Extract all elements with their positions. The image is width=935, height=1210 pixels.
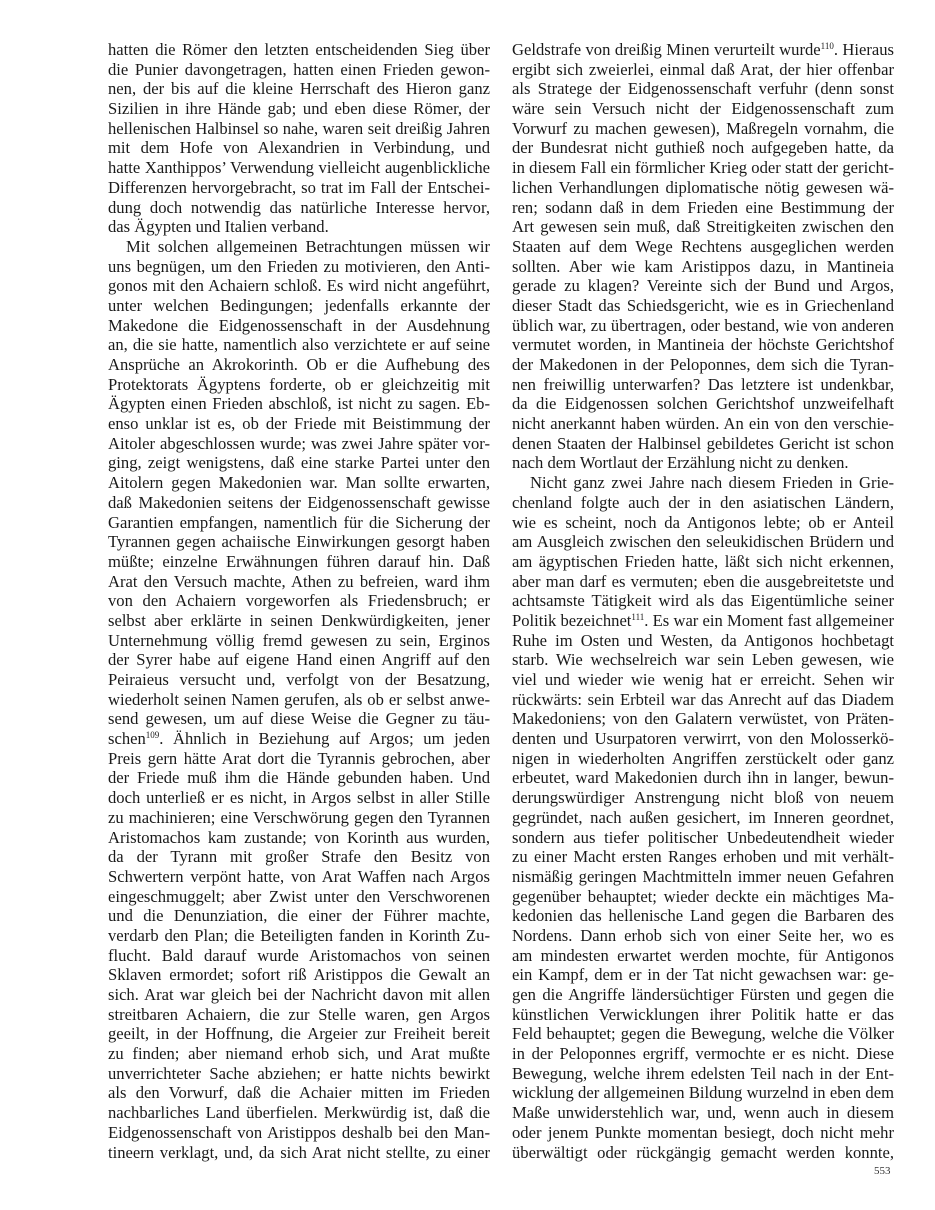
text-line: in diesem Fall ein förmlicher Krieg oder statt der gericht- bbox=[512, 158, 894, 178]
text-line: Nordens. Dann erhob sich von einer Seite her, wo es bbox=[512, 925, 894, 945]
text-line: wicklung der allgemeinen Bildung wurzelnd in eben dem bbox=[512, 1083, 894, 1103]
text-line: selbst aber erklärte in seinen Denkwürdigkeiten, jener bbox=[108, 610, 490, 630]
text-line: Aitoler abgeschlossen wurde; was zwei Jahre später vor- bbox=[108, 433, 490, 453]
footnote-ref-110: 110 bbox=[820, 41, 834, 51]
text-line: oder jenem Punkte momentan besiegt, doch nicht mehr bbox=[512, 1122, 894, 1142]
text-line: am mindesten erwartet werden mochte, für Antigonos bbox=[512, 945, 894, 965]
text-line-with-footnote: Politik bezeichnet$^{111}$. Es war ein Moment fast allgemeiner bbox=[512, 610, 894, 630]
text-line: Schwertern verpönt hatte, von Arat Waffen nach Argos bbox=[108, 866, 490, 886]
text-line: nicht anerkannt haben würden. An ein von den verschie- bbox=[512, 414, 894, 434]
text-line: hatten die Römer den letzten entscheidenden Sieg über bbox=[108, 40, 490, 59]
footnote-ref-109: 109 bbox=[145, 730, 160, 741]
text-line: nach dem Wortlaut der Erzählung nicht zu denken. bbox=[512, 453, 849, 473]
text-line: Preis gern hätte Arat dort die Tyrannis gebrochen, aber bbox=[108, 748, 490, 768]
line-prefix: schen bbox=[108, 729, 146, 749]
text-line: wäre sein Versuch nicht der Eidgenossenschaft zum bbox=[512, 99, 894, 119]
text-line: Eidgenossenschaft von Aristippos deshalb bei den Man- bbox=[108, 1122, 490, 1142]
text-line: starb. Wie wechselreich war sein Leben gewesen, wie bbox=[512, 650, 894, 670]
text-line: daß Makedonien seitens der Eidgenossenschaft gewisse bbox=[108, 492, 490, 512]
text-line: der Makedonen in der Peloponnes, dem sich die Tyran- bbox=[512, 355, 894, 374]
text-line: vermutet worden, in Mantineia der höchste Gerichtshof bbox=[512, 335, 894, 355]
text-line: der Syrer habe auf eigene Hand einen Angriff auf den bbox=[108, 650, 490, 670]
text-line: verdarb den Plan; die Beteiligten fanden in Korinth Zu- bbox=[108, 925, 490, 945]
text-line: gen die Angriffe ländersüchtiger Fürsten und gegen die bbox=[512, 985, 894, 1004]
text-line: müßte; einzelne Erwähnungen führen darauf hin. Daß bbox=[108, 551, 490, 571]
text-line: eingeschmuggelt; aber Zwist unter den Verschworenen bbox=[108, 886, 490, 906]
line-prefix: Geldstrafe von dreißig Minen verurteilt wurde bbox=[512, 40, 821, 59]
text-line: zu machinieren; eine Verschwörung gegen den Tyrannen bbox=[108, 807, 490, 827]
text-line: in der Peloponnes ergriff, vermochte er es nicht. Diese bbox=[512, 1044, 894, 1064]
text-line: geeilt, in der Hoffnung, die Argeier zur Freiheit bereit bbox=[108, 1024, 490, 1044]
left-column bbox=[108, 40, 490, 1162]
text-line: ein Kampf, dem er in der Tat nicht gewachsen war: ge- bbox=[512, 965, 894, 985]
text-line: ren; sodann daß in dem Frieden eine Bestimmung der bbox=[512, 197, 894, 217]
text-line: achtsamste Tätigkeit wird als das Eigentümliche seiner bbox=[512, 591, 894, 611]
text-line: hellenischen Halbinsel so nahe, waren seit dreißig Jahren bbox=[108, 118, 490, 138]
text-line: unverrichteter Sache abziehen; er hatte nichts bewirkt bbox=[108, 1063, 490, 1083]
text-line: üblich war, zu übertragen, oder bestand, wie von anderen bbox=[512, 315, 894, 335]
text-line: denten und Usurpatoren verwirrt, von den Molosserkö- bbox=[512, 729, 894, 749]
text-line: dieser Stadt das Schiedsgericht, wie es in Griechenland bbox=[512, 295, 894, 315]
text-line: Maße unwiderstehlich war, und, wenn auch in diesem bbox=[512, 1103, 894, 1123]
text-line: lichen Verhandlungen diplomatische nötig gewesen wä- bbox=[512, 177, 894, 197]
text-line: Bewegung, welche ihrem edelsten Teil nach in der Ent- bbox=[512, 1063, 894, 1083]
text-line-with-footnote: schen$^{109}$. Ähnlich in Beziehung auf Argos; um jeden bbox=[108, 729, 491, 749]
text-line: tineern verklagt, und, da sich Arat nicht stellte, zu einer bbox=[108, 1142, 490, 1162]
line-rest: Ähnlich in Beziehung auf Argos; um jeden bbox=[173, 729, 491, 749]
right-column bbox=[512, 40, 894, 1162]
text-line: mit dem Hofe von Alexandrien in Verbindung, und bbox=[108, 138, 490, 158]
text-line: da der Tyrann mit großer Strafe den Besitz von bbox=[108, 847, 490, 867]
text-line: die Punier davongetragen, hatten einen Frieden gewon- bbox=[108, 59, 490, 79]
line-suffix: . Hieraus bbox=[833, 40, 894, 59]
text-line: sondern aus tiefer politischer Unbedeutendheit wieder bbox=[512, 827, 894, 847]
text-line: nen, der bis auf die kleine Herrschaft des Hieron ganz bbox=[108, 79, 490, 99]
footnote-ref-111: 111 bbox=[631, 611, 645, 622]
text-line: enso unklar ist es, ob der Friede mit Beistimmung der bbox=[108, 414, 490, 434]
text-line: überwältigt oder rückgängig gemacht werden konnte, bbox=[512, 1142, 894, 1162]
text-line: künstlichen Verwicklungen ihrer Politik hatte er das bbox=[512, 1004, 894, 1024]
text-line: Nicht ganz zwei Jahre nach diesem Frieden in Grie- bbox=[530, 473, 894, 493]
text-line: Ansprüche an Akrokorinth. Ob er die Aufhebung des bbox=[108, 355, 490, 374]
page-number: 553 bbox=[874, 1165, 891, 1177]
text-line: denen Staaten der Halbinsel gebildetes Gericht ist schon bbox=[512, 433, 894, 453]
text-line: das Ägypten und Italien verband. bbox=[108, 217, 329, 237]
text-line: doch unterließ er es nicht, in Argos selbst in aller Stille bbox=[108, 788, 490, 808]
text-line: Differenzen hervorgebracht, so trat im Fall der Entschei- bbox=[108, 177, 490, 197]
text-line: Sklaven ermordet; sofort riß Aristippos die Gewalt an bbox=[108, 965, 490, 985]
line-rest: Es war ein Moment fast allgemeiner bbox=[652, 610, 894, 630]
text-line: als den Vorwurf, daß die Achaier mitten im Frieden bbox=[108, 1083, 490, 1103]
text-line: ergibt sich zweierlei, einmal daß Arat, der hier offenbar bbox=[512, 59, 894, 79]
text-line: als Stratege der Eidgenossenschaft verfuhr (denn sonst bbox=[512, 79, 894, 99]
text-line: da die Eidgenossen solchen Gerichtshof unzweifelhaft bbox=[512, 394, 894, 414]
line-prefix: Politik bezeichnet bbox=[512, 610, 632, 630]
text-line: Art gewesen sein muß, daß Streitigkeiten zwischen den bbox=[512, 217, 894, 237]
text-line: Feld behauptet; gegen die Bewegung, welche die Völker bbox=[512, 1024, 894, 1044]
text-line: nismäßig geringen Machtmitteln immer neuen Gefahren bbox=[512, 866, 894, 886]
text-line: von den Achaiern vorgeworfen als Friedensbruch; er bbox=[108, 591, 490, 611]
text-line: sich. Arat war gleich bei der Nachricht davon mit allen bbox=[108, 985, 490, 1004]
text-line: an, die sie hatte, namentlich also verzichtete er auf seine bbox=[108, 335, 490, 355]
text-line-with-footnote bbox=[512, 40, 894, 60]
text-line: hatte Xanthippos’ Verwendung vielleicht augenblickliche bbox=[108, 158, 490, 178]
text-line: Aristomachos kam zustande; von Korinth aus wurden, bbox=[108, 827, 490, 847]
text-line: rückwärts: sein Erbteil war das Anrecht auf das Diadem bbox=[512, 689, 894, 709]
text-line: zu finden; aber niemand erhob sich, und Arat mußte bbox=[108, 1044, 490, 1064]
text-line: flucht. Bald darauf wurde Aristomachos von seinen bbox=[108, 945, 490, 965]
text-line: am Ausgleich zwischen den seleukidischen Brüdern und bbox=[512, 532, 894, 552]
text-line: gegenüber behauptet; wieder deckte ein mächtiges Ma- bbox=[512, 886, 894, 906]
text-line: wiederholt seinen Namen gerufen, als ob er selbst anwe- bbox=[108, 689, 490, 709]
text-line: Garantien empfangen, namentlich für die Sicherung der bbox=[108, 512, 490, 532]
text-line: Sizilien in ihre Hände gab; und eben diese Römer, der bbox=[108, 99, 490, 119]
text-line: am ägyptischen Frieden hatte, läßt sich nicht erkennen, bbox=[512, 551, 894, 571]
text-line: Ägypten einen Frieden abschloß, ist nicht zu sagen. Eb- bbox=[108, 394, 490, 414]
text-line: chenland folgte auch der in den asiatischen Ländern, bbox=[512, 492, 894, 512]
text-line: der Friede muß ihm die Hände gebunden haben. Und bbox=[108, 768, 490, 788]
text-line: zu einer Macht ersten Ranges erhoben und mit verhält- bbox=[512, 847, 894, 867]
text-line: gerade zu klagen? Vereinte sich der Bund und Argos, bbox=[512, 276, 894, 296]
text-line: Aitolern gegen Makedonien war. Man sollte erwarten, bbox=[108, 473, 490, 493]
text-line: derungswürdiger Anstrengung nicht bloß von neuem bbox=[512, 788, 894, 808]
text-line: unter welchen Bedingungen; jedenfalls erkannte der bbox=[108, 295, 490, 315]
text-line: ging, zeigt wenigstens, daß eine starke Partei unter den bbox=[108, 453, 490, 473]
text-line: Arat den Versuch machte, Athen zu befreien, ward ihm bbox=[108, 571, 490, 591]
text-line: aber man darf es vermuten; eben die ausgebreitetste und bbox=[512, 571, 894, 591]
text-line: viel und wieder wie wenig hat er erreicht. Sehen wir bbox=[512, 670, 894, 689]
text-line: Staaten auf dem Wege Rechtens ausgeglichen werden bbox=[512, 236, 894, 256]
text-line: Vorwurf zu machen gewesen), Maßregeln vornahm, die bbox=[512, 118, 894, 138]
text-line: kedonien das hellenische Land gegen die Barbaren des bbox=[512, 906, 894, 926]
text-line: erbeutet, ward Makedonien durch ihn in langer, bewun- bbox=[512, 768, 894, 788]
text-line: Mit solchen allgemeinen Betrachtungen müssen wir bbox=[126, 236, 490, 256]
text-line: Tyrannen gegen achaiische Einwirkungen gesorgt haben bbox=[108, 532, 490, 552]
text-line: sollten. Aber wie kam Aristippos dazu, in Mantineia bbox=[512, 256, 894, 276]
text-line: Peiraieus versucht und, verfolgt von der Besatzung, bbox=[108, 670, 490, 689]
text-line: der Bundesrat nicht guthieß noch aufgegeben hatte, da bbox=[512, 138, 894, 158]
text-line: Unternehmung völlig fremd gewesen zu sein, Erginos bbox=[108, 630, 490, 650]
text-line: wie es scheint, noch da Antigonos lebte; ob er Anteil bbox=[512, 512, 894, 532]
text-line: gonos mit den Achaiern schloß. Es wird nicht angeführt, bbox=[108, 276, 490, 296]
text-line: uns begnügen, um den Frieden zu motivieren, den Anti- bbox=[108, 256, 490, 276]
text-line: Protektorats Ägyptens forderte, ob er gleichzeitig mit bbox=[108, 374, 490, 394]
text-line: und die Denunziation, die einer der Führer machte, bbox=[108, 906, 490, 926]
text-line: Makedoniens; von den Galatern verwüstet, von Präten- bbox=[512, 709, 894, 729]
text-line: Ruhe im Osten und Westen, da Antigonos hochbetagt bbox=[512, 630, 894, 650]
text-line: nachbarliches Land überfielen. Merkwürdig ist, daß die bbox=[108, 1103, 490, 1123]
text-line: send gewesen, um auf diese Weise die Gegner zu täu- bbox=[108, 709, 490, 729]
text-line: streitbaren Achaiern, die zur Stelle waren, gen Argos bbox=[108, 1004, 490, 1024]
text-line: gegründet, nach außen gesichert, im Inneren geordnet, bbox=[512, 807, 894, 827]
text-line: Makedone die Eidgenossenschaft in der Ausdehnung bbox=[108, 315, 490, 335]
text-line: nen freiwillig unterwarfen? Das letztere ist undenkbar, bbox=[512, 374, 894, 394]
text-line: nigen in wiederholten Angriffen zerstückelt oder ganz bbox=[512, 748, 894, 768]
text-line: dung doch notwendig das natürliche Interesse hervor, bbox=[108, 197, 490, 217]
